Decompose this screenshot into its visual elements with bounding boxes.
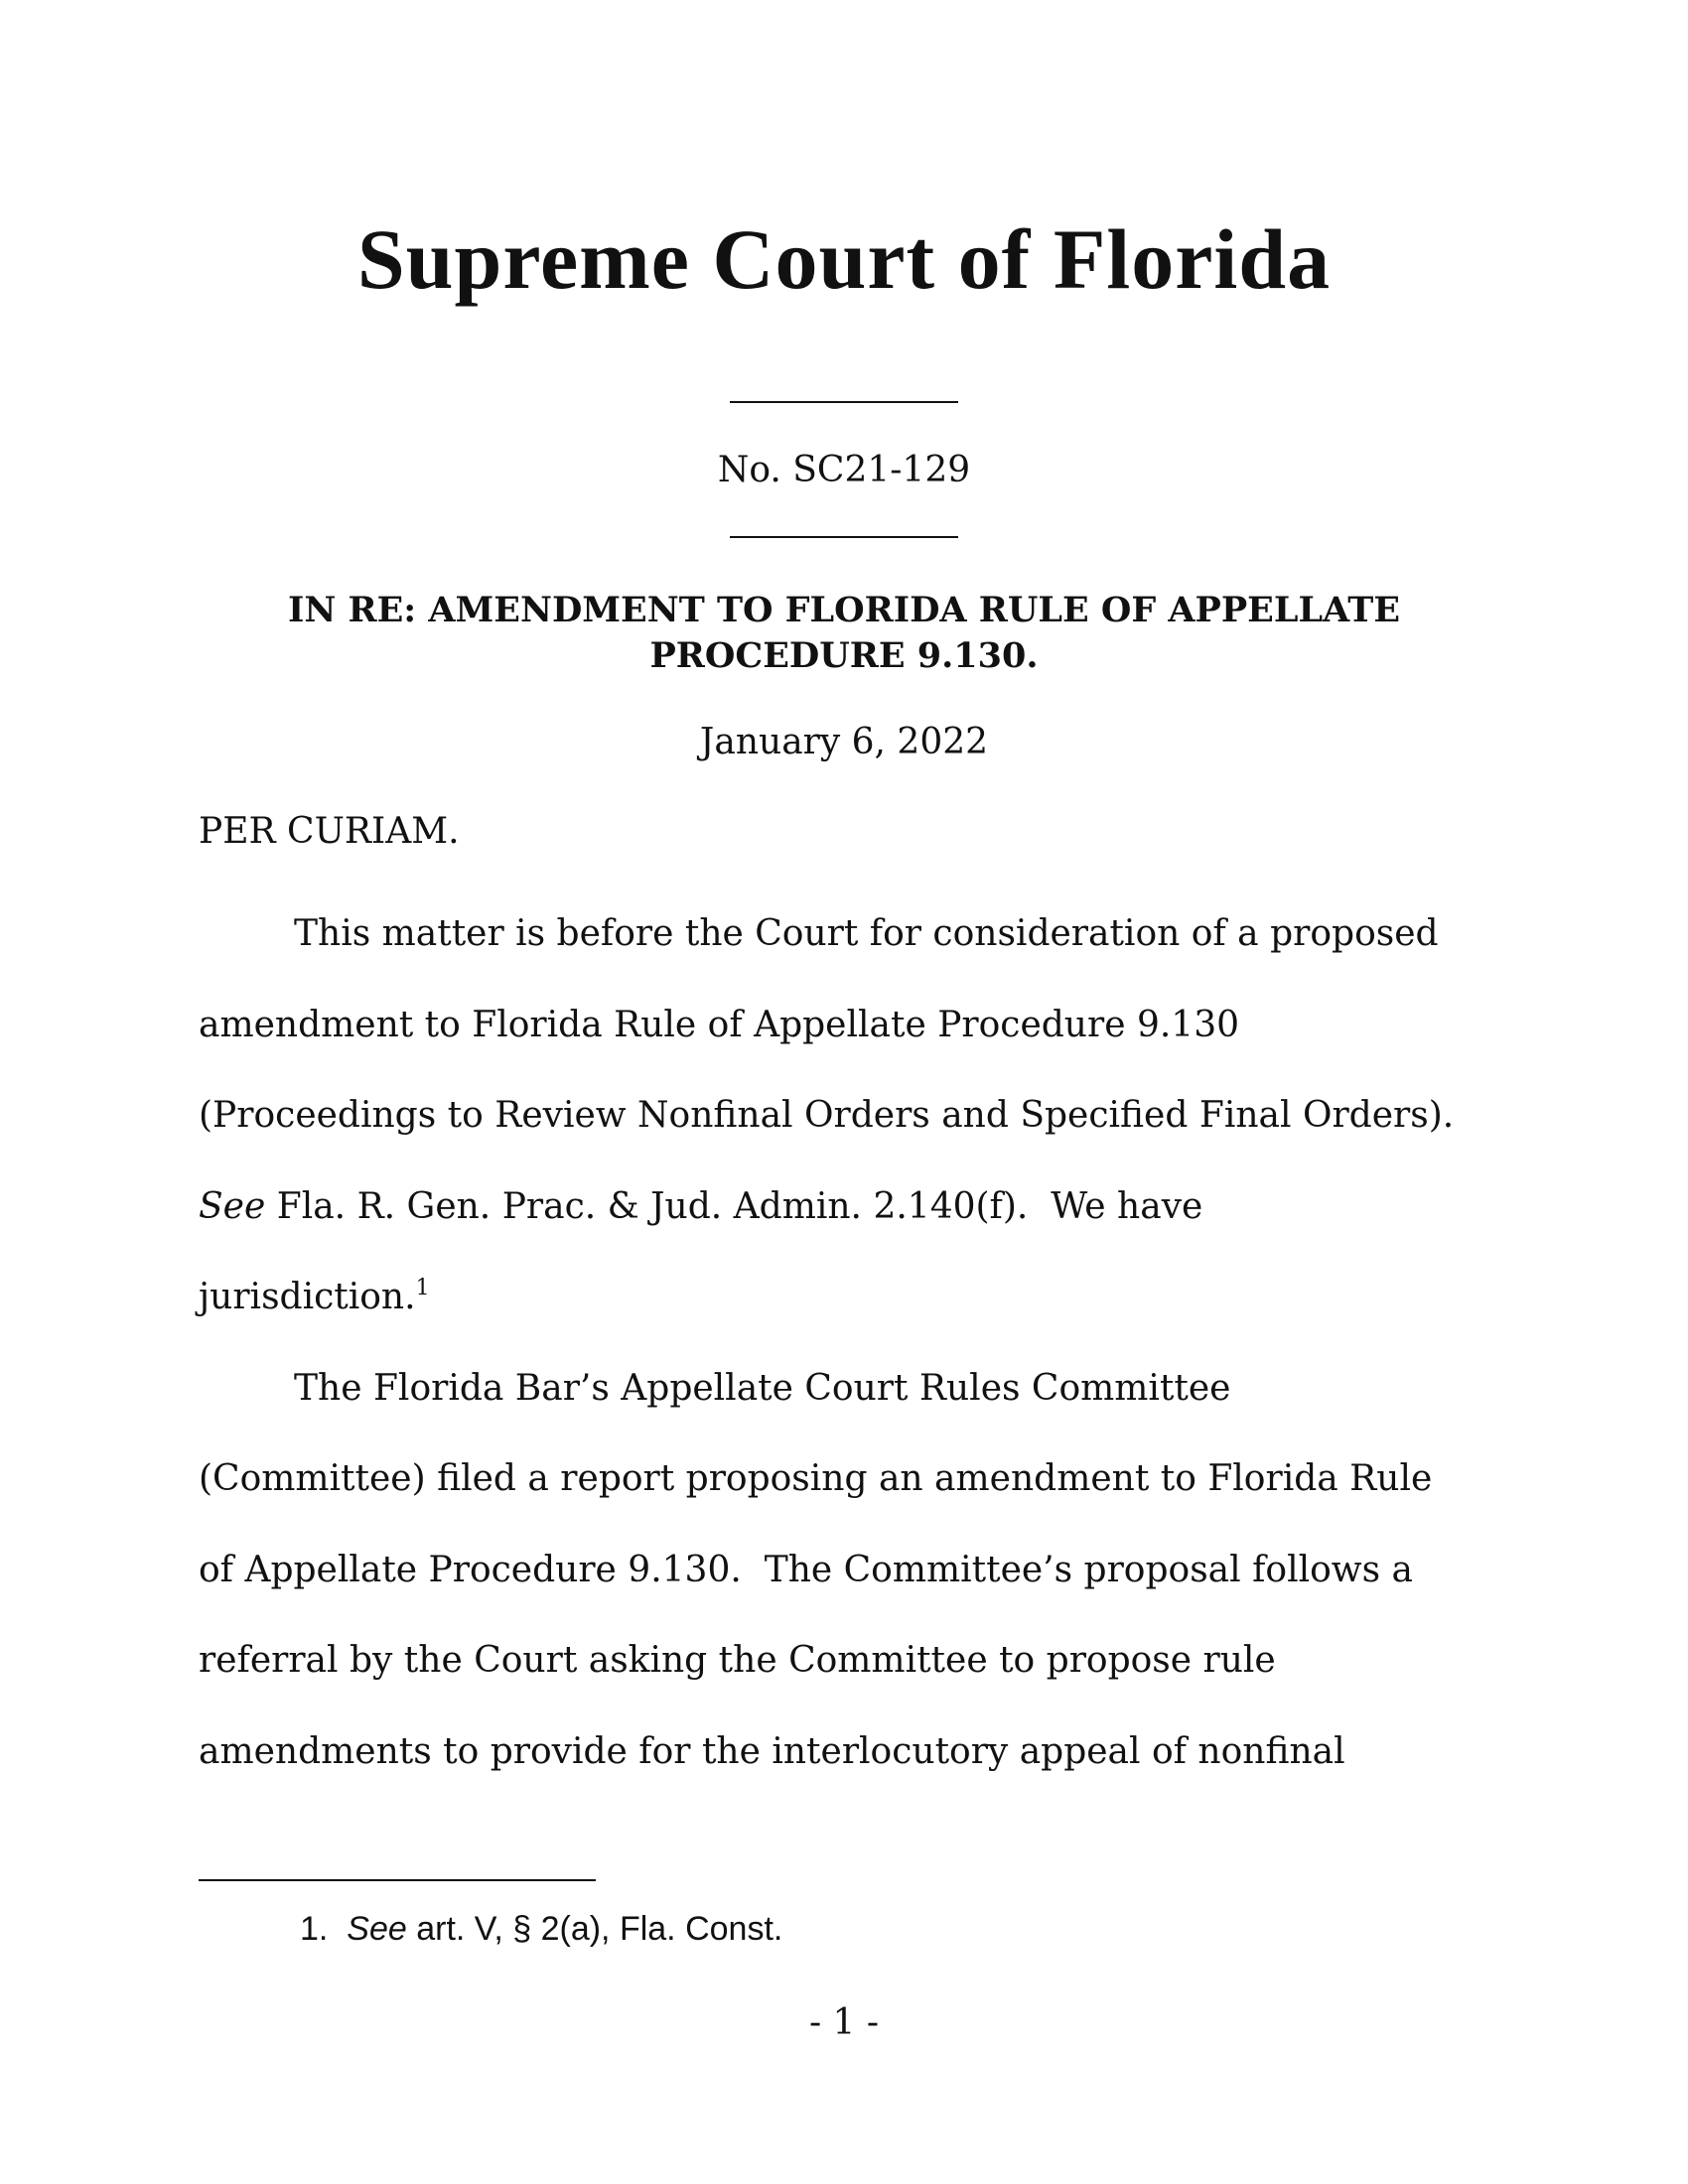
text-line: The Florida Bar’s Appellate Court Rules Committee: [294, 1367, 1231, 1409]
text-line: amendments to provide for the interlocutory appeal of nonfinal: [199, 1730, 1345, 1772]
paragraph: [199, 1343, 1519, 1798]
text-fragment: jurisdiction.: [199, 1277, 416, 1317]
paragraph: [199, 888, 1519, 1343]
case-number: No. SC21-129: [717, 450, 971, 490]
citation-text: Fla. R. Gen. Prac. & Jud. Admin. 2.140(f). We have: [265, 1185, 1203, 1227]
citation-signal: See: [199, 1185, 266, 1227]
text-line: amendment to Florida Rule of Appellate Procedure 9.130: [199, 1004, 1240, 1045]
text-line: (Proceedings to Review Nonfinal Orders and Specified Final Orders).: [199, 1095, 1455, 1136]
text-line: [199, 1277, 430, 1317]
page-number: - 1 -: [808, 2002, 880, 2043]
text-line: [199, 1186, 1202, 1227]
footnote-divider: [199, 1879, 596, 1881]
text-line: (Committee) filed a report proposing an amendment to Florida Rule: [199, 1458, 1433, 1499]
footnote-reference[interactable]: 1: [415, 1276, 430, 1300]
citation-signal: See: [347, 1910, 407, 1948]
case-caption-line: IN RE: AMENDMENT TO FLORIDA RULE OF APPELLATE: [287, 590, 1401, 630]
opinion-body: [199, 888, 1519, 1797]
text-line: This matter is before the Court for consideration of a proposed: [294, 913, 1439, 954]
footnote-number: 1.: [300, 1910, 329, 1948]
case-caption-line: PROCEDURE 9.130.: [649, 635, 1039, 676]
case-caption: [199, 588, 1489, 679]
text-line: of Appellate Procedure 9.130. The Committee’s proposal follows a: [199, 1549, 1413, 1590]
per-curiam-label: PER CURIAM.: [199, 811, 460, 852]
footnote-text: art. V, § 2(a), Fla. Const.: [406, 1910, 783, 1948]
footnote: [300, 1912, 782, 1946]
divider-bottom: [730, 536, 958, 538]
divider-top: [730, 401, 958, 403]
court-name-heading: Supreme Court of Florida: [356, 211, 1332, 307]
text-line: referral by the Court asking the Committee to propose rule: [199, 1640, 1276, 1681]
decision-date: January 6, 2022: [699, 722, 989, 762]
